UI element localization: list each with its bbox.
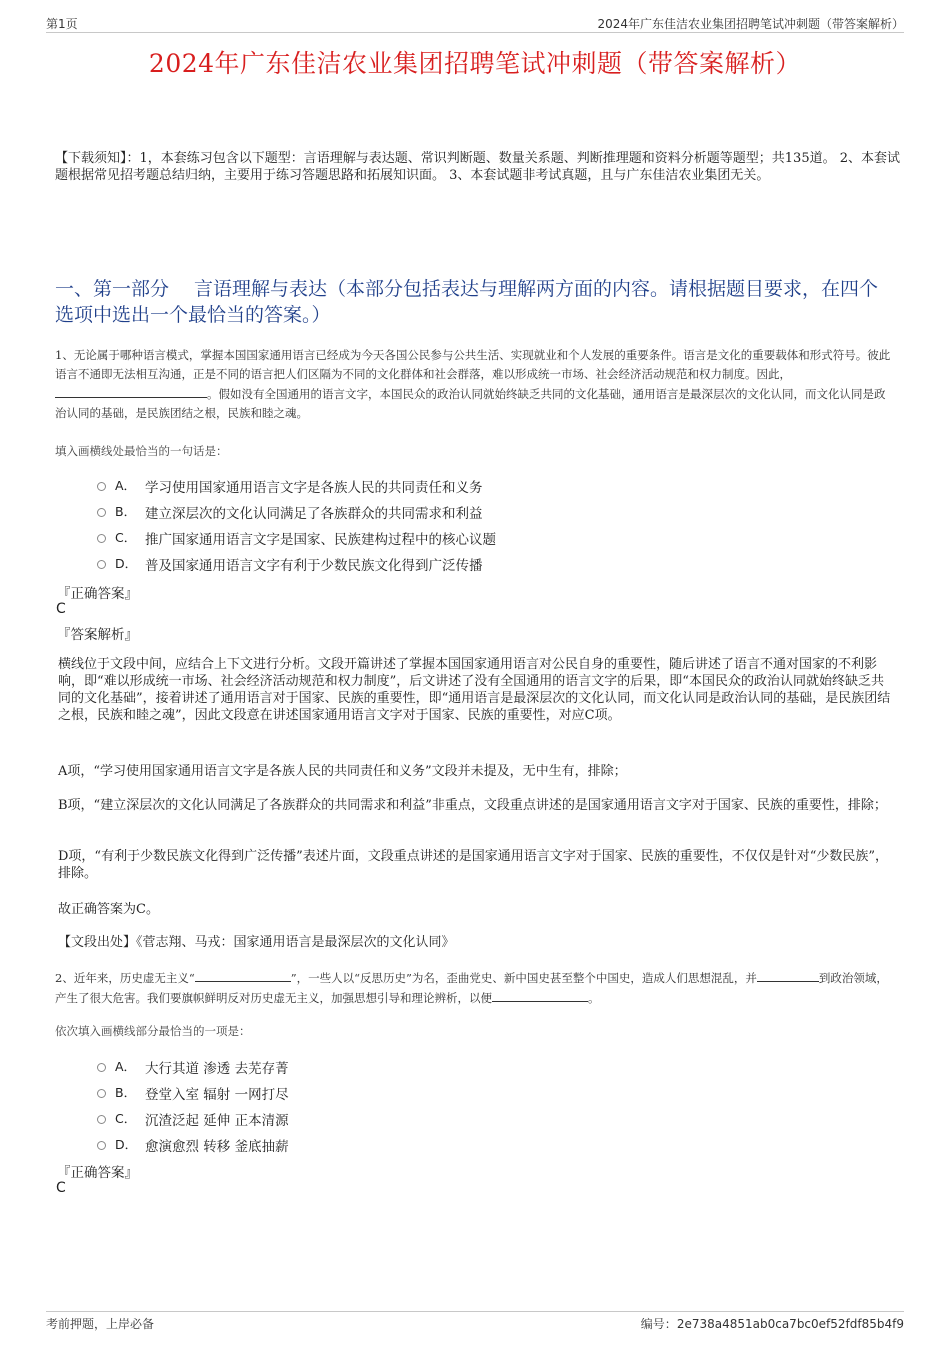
correct-answer-label: 『正确答案』	[57, 586, 138, 602]
page-header	[46, 14, 904, 33]
page-number: 第1页	[46, 17, 78, 31]
correct-answer-label: 『正确答案』	[57, 1165, 138, 1181]
correct-answer: C	[56, 1180, 66, 1196]
answer-blank	[55, 384, 207, 398]
analysis-label: 『答案解析』	[57, 627, 138, 643]
page-footer	[46, 1311, 904, 1332]
radio-icon[interactable]	[97, 1063, 106, 1072]
question-1-stem: 1、无论属于哪种语言模式，掌握本国国家通用语言已经成为今天各国公民参与公共生活、实现就业和个人发展的重要条件。语言是文化的重要载体和形式符号。彼此语言不通即无法相互沟通，正是不同的语言把人们区隔为不同的文化群体和社会群落，难以形成统一市场、社会经济活动规范和权力制度。因此，。假如没有全国通用的语言文字，本国民众的政治认同就始终缺乏共同的文化基础，通用语言是最深层次的文化认同，而文化认同是政治认同的基础，是民族团结之根，民族和睦之魂。	[55, 348, 891, 420]
document-code: 编号：2e738a4851ab0ca7bc0ef52fdf85b4f9	[640, 1317, 904, 1331]
question-2-prompt: 依次填入画横线部分最恰当的一项是：	[55, 1024, 251, 1038]
correct-answer: C	[56, 601, 66, 617]
answer-blank	[757, 968, 819, 982]
header-doc-title: 2024年广东佳洁农业集团招聘笔试冲刺题（带答案解析）	[597, 17, 904, 31]
radio-icon[interactable]	[97, 534, 106, 543]
download-notice: 【下载须知】：1，本套练习包含以下题型：言语理解与表达题、常识判断题、数量关系题、判断推理题和资料分析题等题型；共135道。 2、本套试题根据常见招考题总结归纳，主要用于练习答题思路和拓展知识面。 3、本套试题非考试真题，且与广东佳洁农业集团无关。	[55, 151, 900, 183]
answer-blank	[195, 968, 291, 982]
question-2-stem: 2、近年来，历史虚无主义“ ”，一些人以“反思历史”为名，歪曲党史、新中国史甚至整个中国史，造成人们思想混乱，并 到政治领域，产生了很大危害。我们要旗帜鲜明反对历史虚无主义，加强思想引导和理论辨析，以便 。	[55, 968, 895, 1008]
analysis-paragraph: D项，“有利于少数民族文化得到广泛传播”表述片面，文段重点讲述的是国家通用语言文字对于国家、民族的重要性，不仅仅是针对“少数民族”，排除。	[58, 849, 889, 881]
analysis-paragraph: A项，“学习使用国家通用语言文字是各族人民的共同责任和义务”文段并未提及，无中生有，排除；	[58, 764, 627, 779]
section-title: 一、第一部分 言语理解与表达（本部分包括表达与理解两方面的内容。请根据题目要求，在四个选项中选出一个最恰当的答案。）	[55, 278, 879, 326]
analysis-paragraph: 横线位于文段中间，应结合上下文进行分析。文段开篇讲述了掌握本国国家通用语言对公民自身的重要性，随后讲述了语言不通对国家的不利影响，即“难以形成统一市场、社会经济活动规范和权力制度”，后文讲述了没有全国通用的语言文字的后果，即“本国民众的政治认同就始终缺乏共同的文化基础”，接着讲述了通用语言对于国家、民族的重要性，即“通用语言是最深层次的文化认同，而文化认同是政治认同的基础，是民族团结之根，民族和睦之魂”，因此文段意在讲述国家通用语言文字对于国家、民族的重要性，对应C项。	[58, 657, 891, 723]
radio-icon[interactable]	[97, 508, 106, 517]
question-1-prompt: 填入画横线处最恰当的一句话是：	[55, 444, 228, 458]
analysis-paragraph: B项，“建立深层次的文化认同满足了各族群众的共同需求和利益”非重点，文段重点讲述的是国家通用语言文字对于国家、民族的重要性，排除；	[58, 798, 887, 813]
source-note: 【文段出处】《菅志翔、马戎：国家通用语言是最深层次的文化认同》	[58, 935, 455, 950]
document-title: 2024年广东佳洁农业集团招聘笔试冲刺题（带答案解析）	[148, 49, 802, 78]
radio-icon[interactable]	[97, 482, 106, 491]
radio-icon[interactable]	[97, 1089, 106, 1098]
footer-slogan: 考前押题，上岸必备	[46, 1317, 155, 1331]
answer-blank	[492, 988, 588, 1002]
analysis-conclusion: 故正确答案为C。	[58, 902, 159, 917]
radio-icon[interactable]	[97, 1141, 106, 1150]
radio-icon[interactable]	[97, 1115, 106, 1124]
radio-icon[interactable]	[97, 560, 106, 569]
